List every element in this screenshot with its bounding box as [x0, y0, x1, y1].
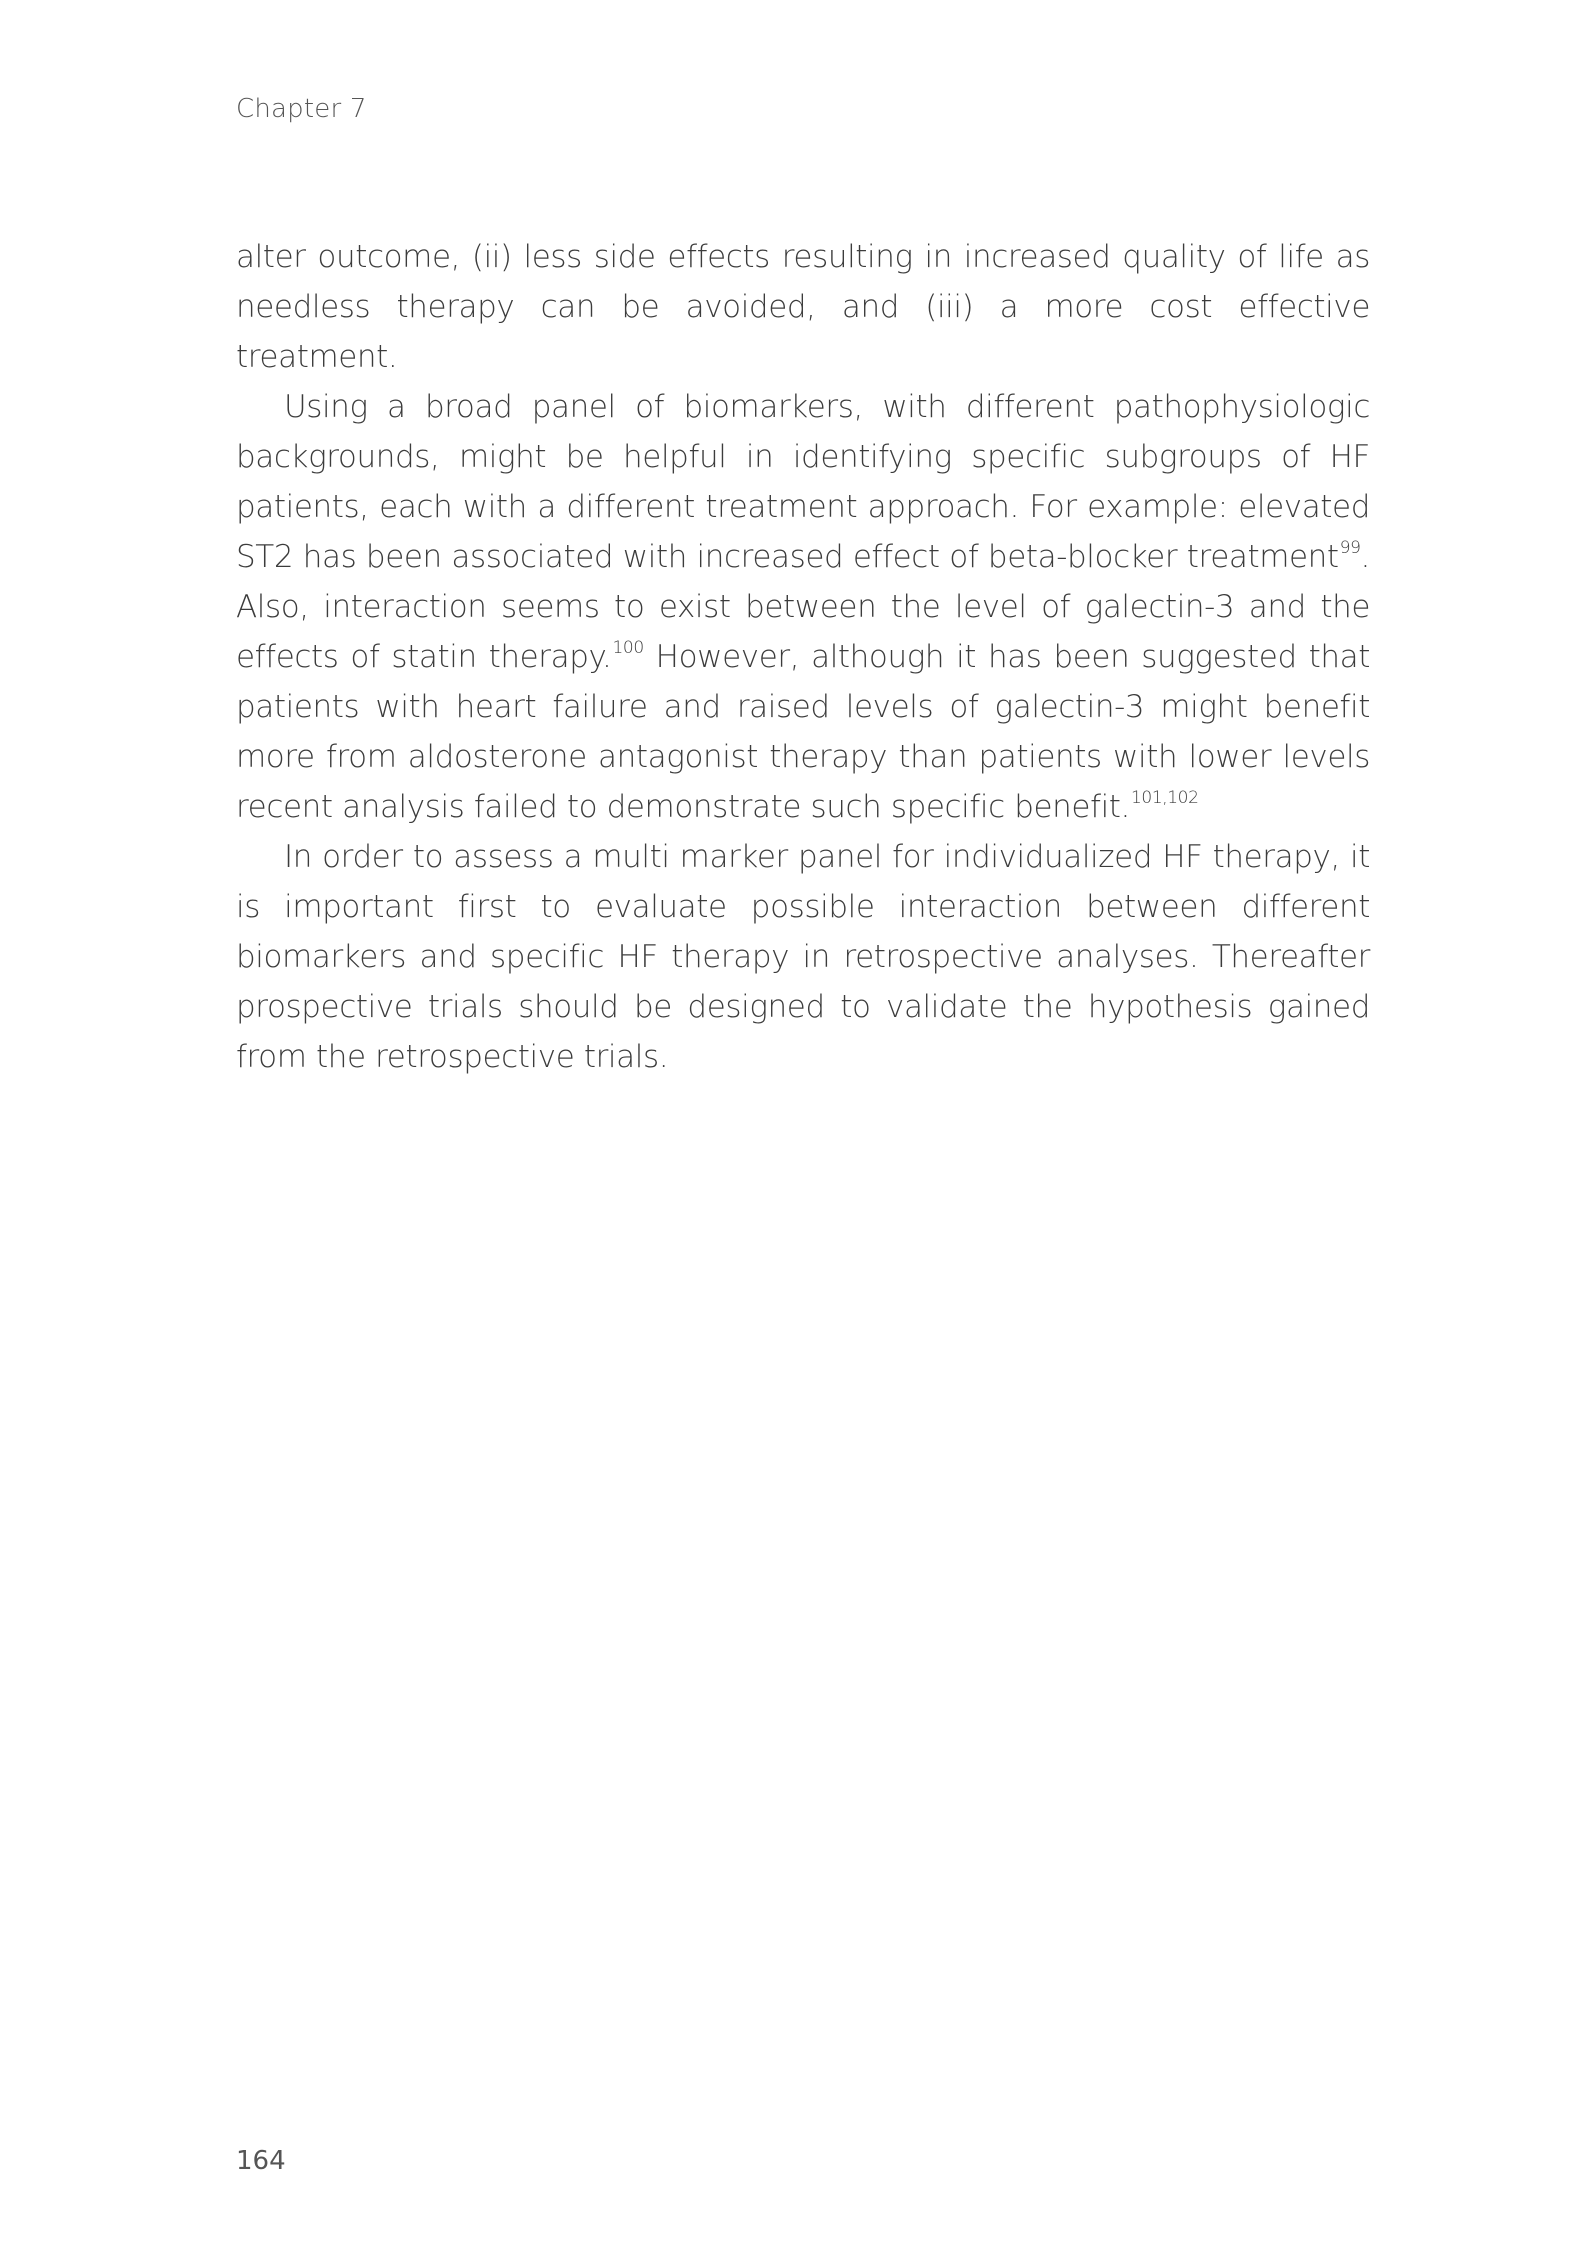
body-text: [236, 232, 1370, 1082]
paragraph-2-segment-3: However, although it has been suggested that patients with heart failure and raised levels of galectin-3 might benefit more from aldosterone antagonist therapy than patients with lower levels recent analysis failed to demonstrate such specific benefit.: [236, 639, 1371, 825]
reference-100: 100: [612, 638, 644, 658]
reference-101-102: 101,102: [1131, 788, 1199, 808]
paragraph-1: alter outcome, (ii) less side effects resulting in increased quality of life as needless therapy can be avoided, and (iii) a more cost effective treatment.: [236, 239, 1370, 375]
paragraph-2-segment-1: Using a broad panel of biomarkers, with different pathophysiologic backgrounds, might be helpful in identifying specific subgroups of HF patients, each with a different treatment approach. For example: elevated ST2 has been associated with increased effect of beta-blocker treatment: [236, 389, 1370, 575]
running-header: Chapter 7: [236, 94, 367, 124]
reference-99: 99: [1339, 538, 1361, 558]
paragraph-3: In order to assess a multi marker panel for individualized HF therapy, it is important first to evaluate possible interaction between different biomarkers and specific HF therapy in retrospective analyses. Thereafter prospective trials should be designed to validate the hypothesis gained from the retrospective trials.: [236, 839, 1370, 1075]
paragraph-2: [236, 382, 1370, 832]
page-number: 164: [236, 2146, 286, 2176]
paragraph-2-segment-2: . Also, interaction seems to exist between the level of galectin-3 and the effects of statin therapy.: [236, 539, 1370, 675]
